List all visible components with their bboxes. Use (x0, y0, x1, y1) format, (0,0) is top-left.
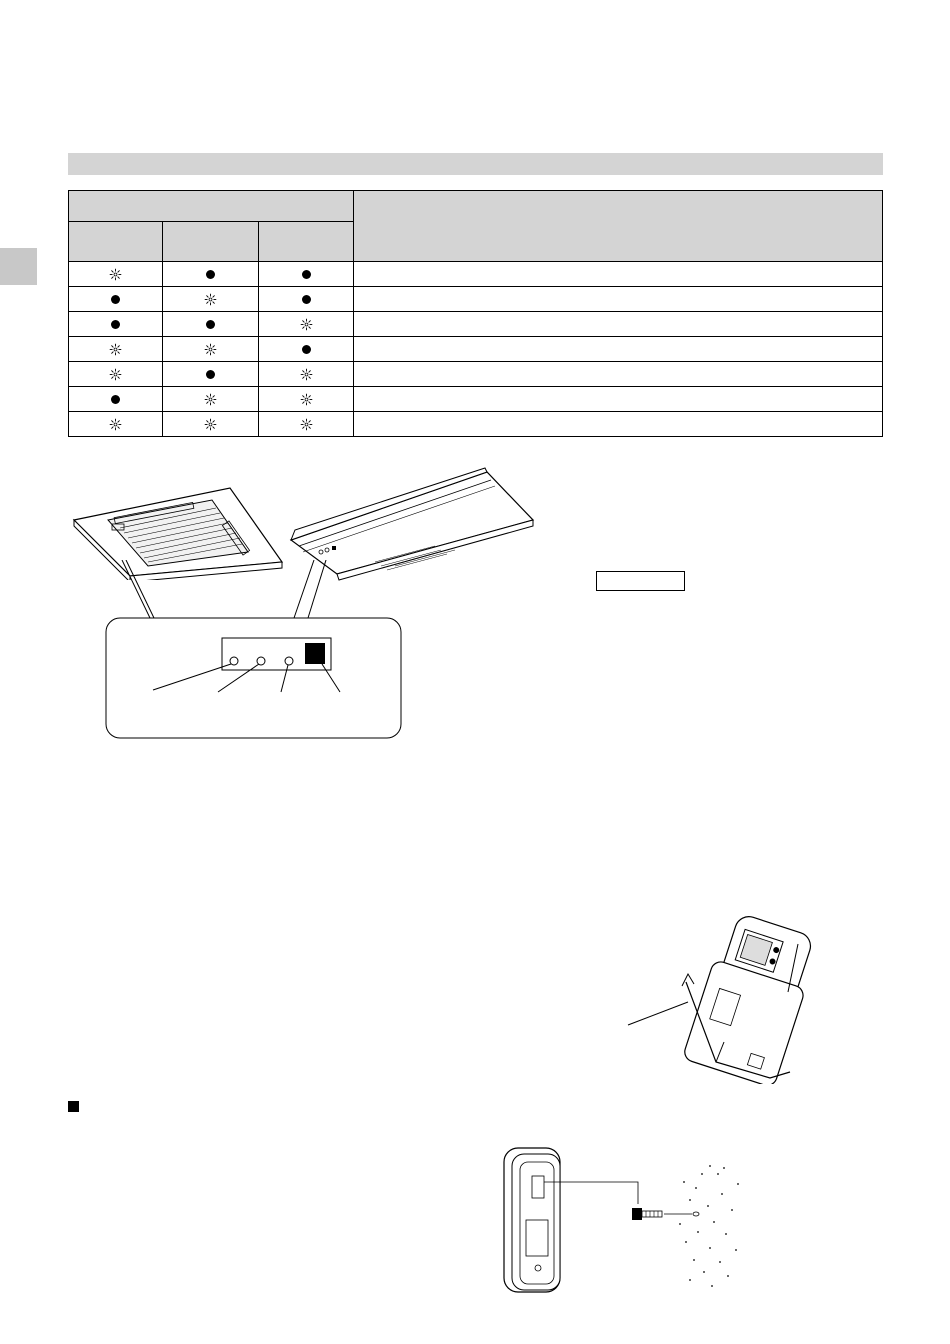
description-cell (354, 412, 883, 437)
indicator-cell (163, 362, 259, 387)
indicator-header (69, 191, 354, 222)
indicator-cell (163, 312, 259, 337)
indicator-cell (69, 287, 163, 312)
filled-circle-icon (206, 270, 215, 279)
table-row (69, 312, 883, 337)
indicator-cell (69, 387, 163, 412)
blinking-lamp-icon (109, 418, 122, 431)
holder-mounting-illustration (500, 1144, 750, 1296)
led-indicator-table (68, 190, 883, 437)
blinking-lamp-icon (109, 343, 122, 356)
indicator-cell (259, 387, 354, 412)
filled-circle-icon (206, 320, 215, 329)
indicator-1-header (69, 222, 163, 262)
indicator-cell (163, 387, 259, 412)
filled-circle-icon (111, 320, 120, 329)
black-square-bullet-icon (68, 1101, 79, 1112)
filled-circle-icon (302, 270, 311, 279)
blinking-lamp-icon (204, 393, 217, 406)
indicator-cell (259, 337, 354, 362)
filled-circle-icon (111, 295, 120, 304)
table-row (69, 262, 883, 287)
blinking-lamp-icon (300, 318, 313, 331)
description-cell (354, 262, 883, 287)
blinking-lamp-icon (300, 393, 313, 406)
indicator-panel-callout (100, 560, 410, 745)
blinking-lamp-icon (109, 368, 122, 381)
indicator-cell (259, 362, 354, 387)
blinking-lamp-icon (204, 293, 217, 306)
indicator-cell (163, 337, 259, 362)
blinking-lamp-icon (204, 418, 217, 431)
description-header (354, 191, 883, 262)
indicator-3-header (259, 222, 354, 262)
indicator-cell (259, 412, 354, 437)
indicator-cell (69, 337, 163, 362)
indicator-cell (69, 262, 163, 287)
remote-in-holder-illustration (620, 912, 830, 1084)
indicator-cell (69, 362, 163, 387)
filled-circle-icon (206, 370, 215, 379)
indicator-cell (69, 312, 163, 337)
indicator-cell (259, 312, 354, 337)
description-cell (354, 387, 883, 412)
indicator-cell (163, 287, 259, 312)
description-cell (354, 362, 883, 387)
indicator-cell (163, 412, 259, 437)
indicator-cell (259, 287, 354, 312)
blinking-lamp-icon (109, 268, 122, 281)
table-row (69, 337, 883, 362)
table-row (69, 287, 883, 312)
description-cell (354, 312, 883, 337)
side-tab (0, 248, 37, 285)
indicator-2-header (163, 222, 259, 262)
indicator-cell (163, 262, 259, 287)
filled-circle-icon (111, 395, 120, 404)
table-row (69, 387, 883, 412)
indicator-cell (259, 262, 354, 287)
description-cell (354, 337, 883, 362)
blinking-lamp-icon (300, 418, 313, 431)
led-table-body (69, 262, 883, 437)
blinking-lamp-icon (300, 368, 313, 381)
description-cell (354, 287, 883, 312)
indicator-cell (69, 412, 163, 437)
table-row (69, 412, 883, 437)
blinking-lamp-icon (204, 343, 217, 356)
table-row (69, 362, 883, 387)
filled-circle-icon (302, 345, 311, 354)
filled-circle-icon (302, 295, 311, 304)
section-title-bar (68, 153, 883, 175)
label-box (596, 571, 685, 591)
